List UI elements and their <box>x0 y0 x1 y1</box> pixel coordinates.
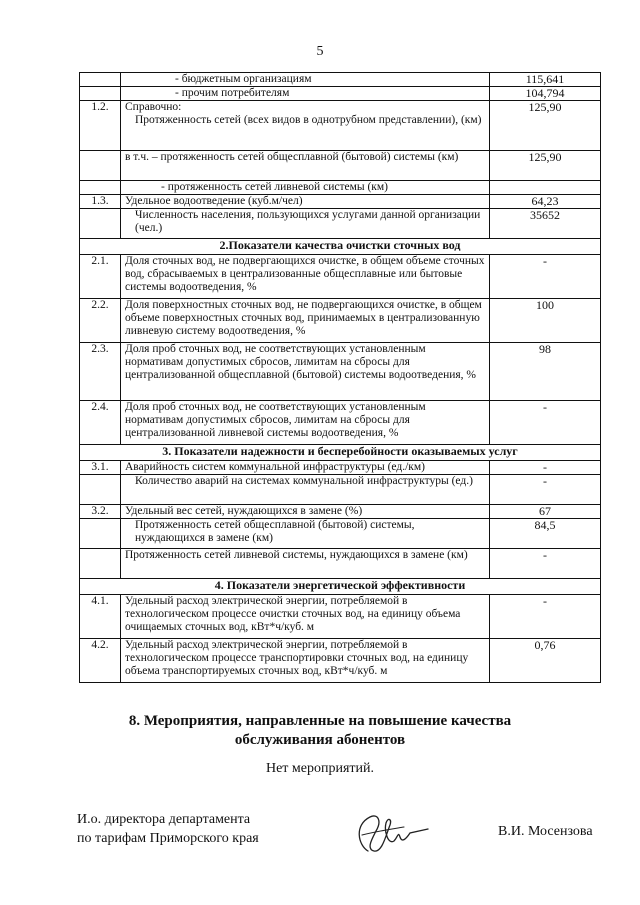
section-title: 2.Показатели качества очистки сточных вод <box>80 239 601 255</box>
row-label: Численность населения, пользующихся услугами данной организации (чел.) <box>135 209 481 234</box>
row-number: 2.4. <box>80 401 121 445</box>
table-row <box>80 255 601 299</box>
table-row <box>80 195 601 209</box>
table-row <box>80 299 601 343</box>
row-label: в т.ч. – протяженность сетей общесплавной (бытовой) системы (км) <box>125 151 459 163</box>
row-sublabel: Протяженность сетей (всех видов в однотрубном представлении), (км) <box>135 114 482 126</box>
row-label: Удельный расход электрической энергии, потребляемой в технологическом процессе очистки сточных вод, на единицу объема очищаемых сточных вод, кВт*ч/куб. м <box>125 595 461 633</box>
row-value: 0,76 <box>490 639 601 683</box>
row-label: Протяженность сетей ливневой системы, нуждающихся в замене (км) <box>125 549 468 561</box>
section-heading <box>0 712 640 750</box>
table-row <box>80 343 601 401</box>
row-label: Удельное водоотведение (куб.м/чел) <box>125 195 303 207</box>
table-row <box>80 101 601 151</box>
row-label: Доля поверхностных сточных вод, не подвергающихся очистке, в общем объеме поверхностных сточных вод, принимаемых в централизованную ливневую систему водоотведения, % <box>125 299 482 337</box>
row-value: - <box>490 595 601 639</box>
row-value: 64,23 <box>490 195 601 209</box>
row-value: 98 <box>490 343 601 401</box>
section-header <box>80 239 601 255</box>
row-value: 35652 <box>490 209 601 239</box>
row-value: 115,641 <box>490 73 601 87</box>
table-row <box>80 151 601 181</box>
row-value <box>490 181 601 195</box>
row-number: 4.2. <box>80 639 121 683</box>
signer-line: по тарифам Приморского края <box>77 831 259 846</box>
row-value: 104,794 <box>490 87 601 101</box>
table-row <box>80 401 601 445</box>
heading-line: 8. Мероприятия, направленные на повышение качества <box>128 713 512 729</box>
signer-name: В.И. Мосензова <box>498 824 593 839</box>
table-row <box>80 461 601 475</box>
row-value: 125,90 <box>490 101 601 151</box>
no-measures-text: Нет мероприятий. <box>265 761 375 776</box>
row-label: Удельный вес сетей, нуждающихся в замене (%) <box>125 505 363 517</box>
section-title: 3. Показатели надежности и бесперебойности оказываемых услуг <box>80 445 601 461</box>
row-number: 2.1. <box>80 255 121 299</box>
section-header <box>80 579 601 595</box>
row-value: - <box>490 475 601 505</box>
table-row <box>80 549 601 579</box>
heading-line: обслуживания абонентов <box>234 732 406 748</box>
row-value: 84,5 <box>490 519 601 549</box>
section-header <box>80 445 601 461</box>
row-label: Удельный расход электрической энергии, потребляемой в технологическом процессе транспортировки сточных вод, на единицу объема транспортируемых сточных вод, кВт*ч/куб. м <box>125 639 469 677</box>
row-value: 100 <box>490 299 601 343</box>
table-row <box>80 73 601 87</box>
row-value: 125,90 <box>490 151 601 181</box>
handwritten-signature <box>348 805 432 863</box>
table-row <box>80 475 601 505</box>
row-label: Справочно: <box>125 101 182 113</box>
row-value: - <box>490 549 601 579</box>
row-number: 1.2. <box>80 101 121 151</box>
table-row <box>80 519 601 549</box>
row-label: Доля проб сточных вод, не соответствующих установленным нормативам допустимых сбросов, лимитам на сбросы для централизованной ливневой системы водоотведения, % <box>125 401 426 439</box>
page-number: 5 <box>316 44 324 59</box>
row-number: 2.3. <box>80 343 121 401</box>
table-row <box>80 209 601 239</box>
indicators-table <box>79 72 601 683</box>
table-row <box>80 595 601 639</box>
row-label: Доля проб сточных вод, не соответствующих установленным нормативам допустимых сбросов, лимитам на сбросы для централизованной общесплавной (бытовой) системы водоотведения, % <box>125 343 476 381</box>
table-row <box>80 181 601 195</box>
table-row <box>80 505 601 519</box>
row-number: 1.3. <box>80 195 121 209</box>
row-label: - протяженность сетей ливневой системы (км) <box>161 181 388 193</box>
row-label: Доля сточных вод, не подвергающихся очистке, в общем объеме сточных вод, сбрасываемых в централизованные общесплавные или бытовые системы водоотведения, % <box>125 255 485 293</box>
row-label: Протяженность сетей общесплавной (бытовой) системы, нуждающихся в замене (км) <box>135 519 415 544</box>
table-row <box>80 87 601 101</box>
table-row <box>80 639 601 683</box>
row-number: 4.1. <box>80 595 121 639</box>
signer-title <box>77 810 259 848</box>
row-label: Аварийность систем коммунальной инфраструктуры (ед./км) <box>125 461 425 473</box>
row-value: - <box>490 401 601 445</box>
section-title: 4. Показатели энергетической эффективности <box>80 579 601 595</box>
signer-line: И.о. директора департамента <box>77 812 251 827</box>
row-number: 3.2. <box>80 505 121 519</box>
row-label: - прочим потребителям <box>175 87 290 99</box>
row-number: 2.2. <box>80 299 121 343</box>
row-value: - <box>490 461 601 475</box>
row-value: - <box>490 255 601 299</box>
row-value: 67 <box>490 505 601 519</box>
row-number: 3.1. <box>80 461 121 475</box>
row-label: Количество аварий на системах коммунальной инфраструктуры (ед.) <box>135 475 473 487</box>
row-label: - бюджетным организациям <box>175 73 312 85</box>
